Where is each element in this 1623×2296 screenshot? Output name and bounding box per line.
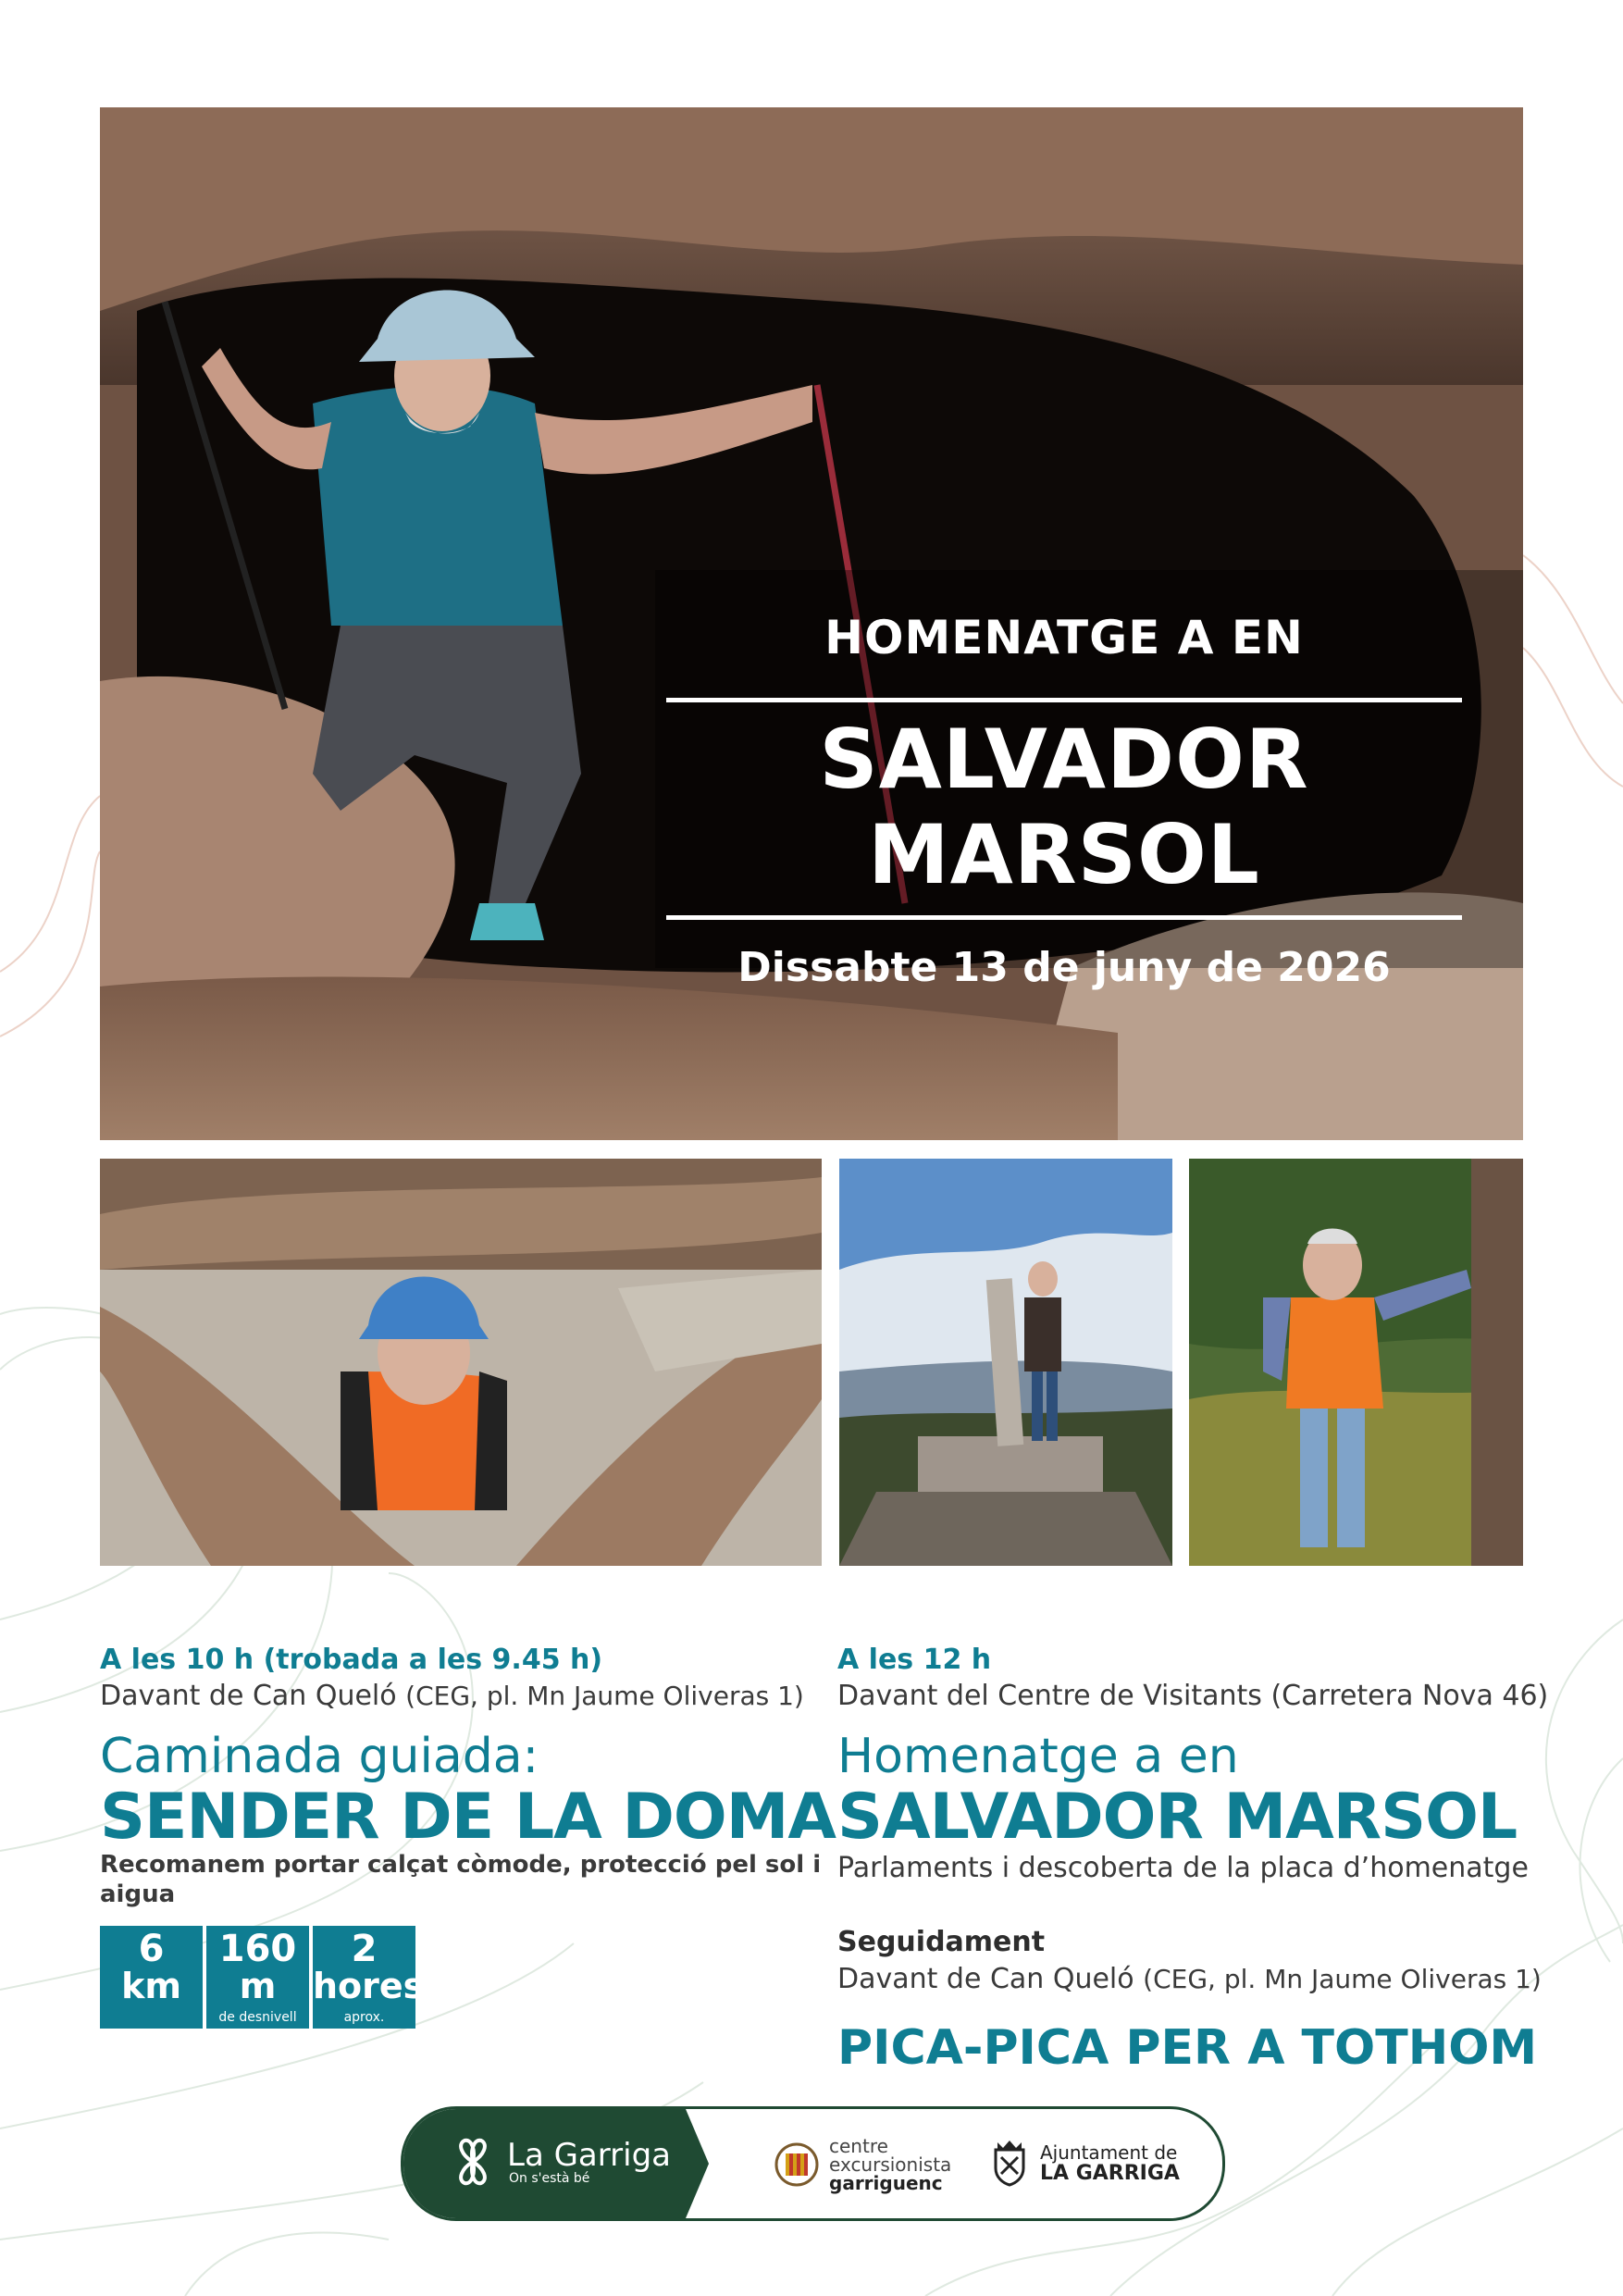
tribute-section xyxy=(837,1643,1559,2076)
ceg-line2: excursionista xyxy=(829,2153,952,2176)
ajuntament-logo xyxy=(988,2137,1180,2189)
stat-distance-unit: km xyxy=(121,1966,181,2006)
tribute-place: Davant del Centre de Visitants (Carretera Nova 46) xyxy=(837,1680,1549,1712)
ceg-seal-icon xyxy=(774,2139,820,2191)
walk-place-line xyxy=(100,1678,840,1715)
flower-icon xyxy=(448,2137,498,2187)
tribute-time: A les 12 h xyxy=(837,1644,992,1676)
then-place-detail: (CEG, pl. Mn Jaume Oliveras 1) xyxy=(1143,1964,1542,1994)
ajuntament-line2: LA GARRIGA xyxy=(1040,2161,1180,2185)
stat-duration-number: 2 xyxy=(351,1928,378,1970)
tribute-subtitle: Parlaments i descoberta de la placa d’homenatge xyxy=(837,1852,1529,1884)
walk-stats xyxy=(100,1926,840,2029)
walk-place: Davant de Can Queló xyxy=(100,1680,397,1712)
walk-section xyxy=(100,1643,840,2029)
stat-elevation-number: 160 xyxy=(218,1928,297,1970)
stat-distance xyxy=(100,1926,203,2029)
walk-title: SENDER DE LA DOMA xyxy=(100,1781,836,1854)
hero-kicker: HOMENATGE A EN xyxy=(824,611,1304,664)
stat-elevation-sub: de desnivell xyxy=(218,2010,297,2025)
pica-pica-heading: PICA-PICA PER A TOTHOM xyxy=(837,2020,1538,2076)
footer-logos xyxy=(401,2106,1225,2221)
stat-duration xyxy=(313,1926,425,2029)
ceg-line3: garriguenc xyxy=(829,2172,943,2194)
tribute-title: SALVADOR MARSOL xyxy=(837,1781,1518,1854)
photo-forest xyxy=(1189,1159,1523,1566)
walk-kicker: Caminada guiada: xyxy=(100,1729,539,1784)
stat-duration-sub: aprox. xyxy=(343,2010,385,2025)
hero-text-block xyxy=(648,602,1481,991)
la-garriga-tagline: On s'està bé xyxy=(509,2171,590,2186)
stat-distance-number: 6 xyxy=(138,1928,165,1970)
hero-date: Dissabte 13 de juny de 2026 xyxy=(737,944,1391,991)
walk-place-detail: (CEG, pl. Mn Jaume Oliveras 1) xyxy=(405,1681,804,1711)
then-place-line xyxy=(837,1961,1559,1998)
walk-time: A les 10 h (trobada a les 9.45 h) xyxy=(100,1644,603,1676)
ceg-logo xyxy=(774,2137,951,2192)
ceg-line1: centre xyxy=(829,2135,888,2157)
then-place: Davant de Can Queló xyxy=(837,1963,1134,1995)
photo-summit xyxy=(839,1159,1172,1566)
then-label: Seguidament xyxy=(837,1926,1046,1958)
coat-of-arms-icon xyxy=(988,2137,1031,2189)
ajuntament-line1: Ajuntament de xyxy=(1040,2141,1178,2164)
stat-duration-unit: hores xyxy=(313,1966,425,2006)
la-garriga-name: La Garriga xyxy=(507,2137,671,2174)
la-garriga-logo xyxy=(448,2137,671,2187)
walk-note: Recomanem portar calçat còmode, protecció pel sol i aigua xyxy=(100,1851,822,1908)
photo-tree-frame xyxy=(100,1159,822,1566)
hero-name: SALVADOR MARSOL xyxy=(666,698,1462,920)
stat-elevation-unit: m xyxy=(239,1966,277,2006)
stat-elevation xyxy=(206,1926,309,2029)
tribute-kicker: Homenatge a en xyxy=(837,1729,1239,1784)
